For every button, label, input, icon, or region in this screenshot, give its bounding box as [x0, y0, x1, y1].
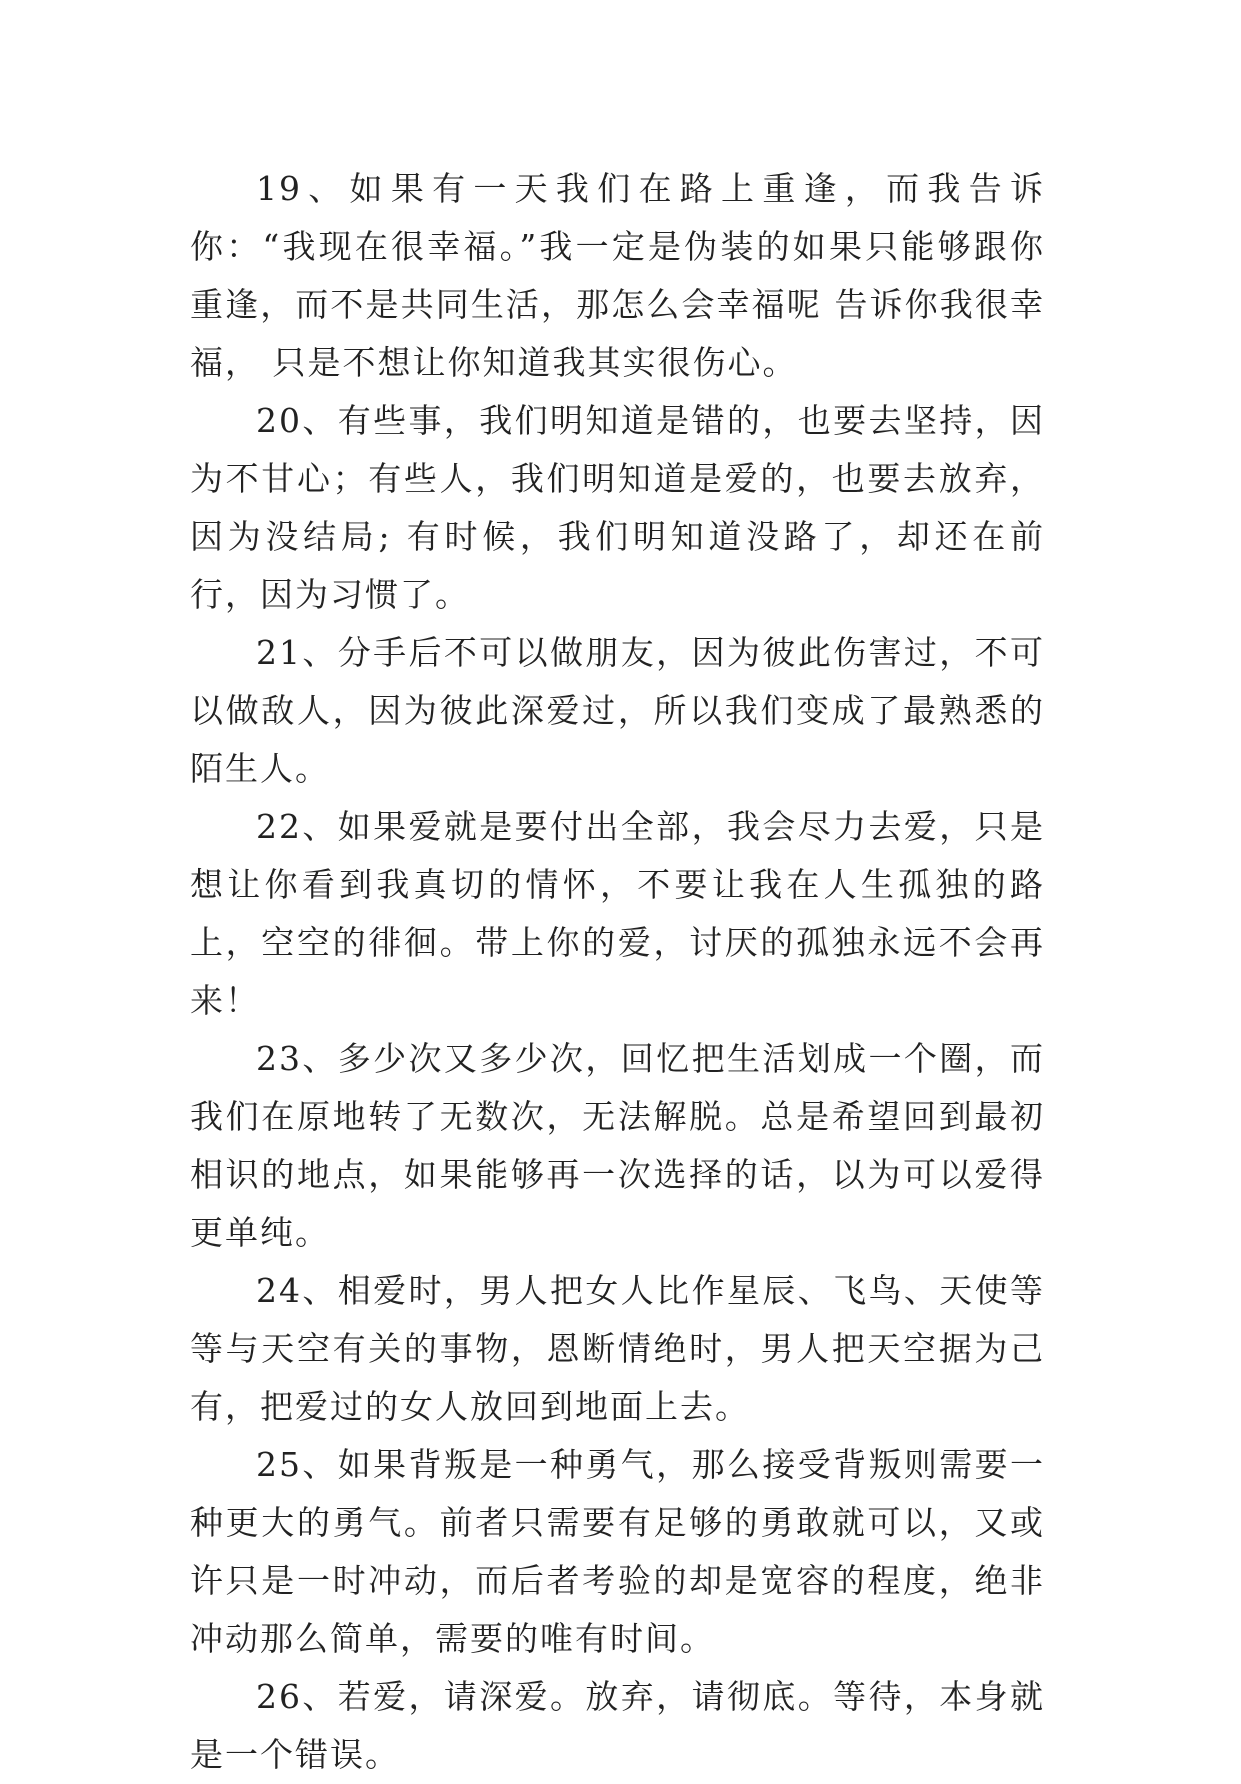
- paragraph-19: 19、如果有一天我们在路上重逢，而我告诉你：“我现在很幸福。”我一定是伪装的如果只能够跟你重逢，而不是共同生活，那怎么会幸福呢 告诉你我很幸福， 只是不想让你知道我其实很伤心。: [190, 169, 1045, 382]
- paragraph-24: 24、相爱时，男人把女人比作星辰、飞鸟、天使等等与天空有关的事物，恩断情绝时，男人把天空据为己有，把爱过的女人放回到地面上去。: [190, 1271, 1045, 1426]
- paragraph-22: 22、如果爱就是要付出全部，我会尽力去爱，只是想让你看到我真切的情怀，不要让我在人生孤独的路上，空空的徘徊。带上你的爱，讨厌的孤独永远不会再来！: [190, 807, 1045, 1020]
- paragraph-26: 26、若爱，请深爱。放弃，请彻底。等待，本身就是一个错误。: [190, 1677, 1045, 1774]
- paragraph-25: 25、如果背叛是一种勇气，那么接受背叛则需要一种更大的勇气。前者只需要有足够的勇敢就可以，又或许只是一时冲动，而后者考验的却是宽容的程度，绝非冲动那么简单，需要的唯有时间。: [190, 1445, 1045, 1658]
- paragraph-21: 21、分手后不可以做朋友，因为彼此伤害过，不可以做敌人，因为彼此深爱过，所以我们变成了最熟悉的陌生人。: [190, 633, 1045, 788]
- paragraph-20: 20、有些事，我们明知道是错的，也要去坚持，因为不甘心；有些人，我们明知道是爱的，也要去放弃，因为没结局; 有时候，我们明知道没路了，却还在前行，因为习惯了。: [190, 401, 1045, 614]
- paragraph-23: 23、多少次又多少次，回忆把生活划成一个圈，而我们在原地转了无数次，无法解脱。总是希望回到最初相识的地点，如果能够再一次选择的话，以为可以爱得更单纯。: [190, 1039, 1045, 1252]
- document-body: [190, 160, 1045, 1784]
